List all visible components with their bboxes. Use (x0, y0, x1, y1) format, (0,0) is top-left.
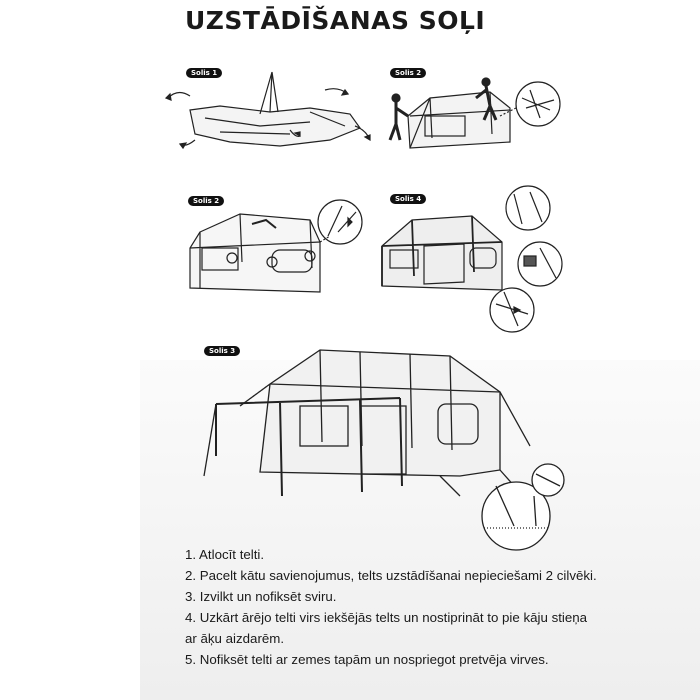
instruction-step-4-continued: ar āķu aizdarēm. (185, 631, 285, 646)
rain-fly-illustration (372, 186, 572, 336)
step-badge: Solis 2 (390, 68, 426, 78)
step-panel-lock-lever (180, 192, 380, 302)
instruction-step-1: 1. Atlocīt telti. (185, 547, 265, 562)
step-panel-stake-tent (200, 346, 580, 546)
step-panel-rain-fly (372, 186, 572, 336)
step-panel-unfold (160, 68, 380, 158)
raising-tent-illustration (380, 68, 560, 168)
folded-tent-illustration (160, 68, 380, 158)
instruction-step-3: 3. Izvilkt un nofiksēt sviru. (185, 589, 337, 604)
instruction-list (185, 544, 597, 670)
instruction-step-5: 5. Nofiksēt telti ar zemes tapām un nospriegot pretvēja virves. (185, 652, 549, 667)
step-panel-raise-hub (380, 68, 560, 168)
tent-frame-illustration (180, 192, 380, 302)
instruction-step-4: 4. Uzkārt ārējo telti virs iekšējās telts un nostiprināt to pie kāju stieņa (185, 610, 588, 625)
page-title: UZSTĀDĪŠANAS SOĻI (185, 6, 486, 35)
step-badge: Solis 1 (186, 68, 222, 78)
step-badge: Solis 2 (188, 196, 224, 206)
step-badge: Solis 3 (204, 346, 240, 356)
staked-tent-illustration (200, 346, 580, 546)
instruction-step-2: 2. Pacelt kātu savienojumus, telts uzstādīšanai nepieciešami 2 cilvēki. (185, 568, 597, 583)
step-badge: Solis 4 (390, 194, 426, 204)
